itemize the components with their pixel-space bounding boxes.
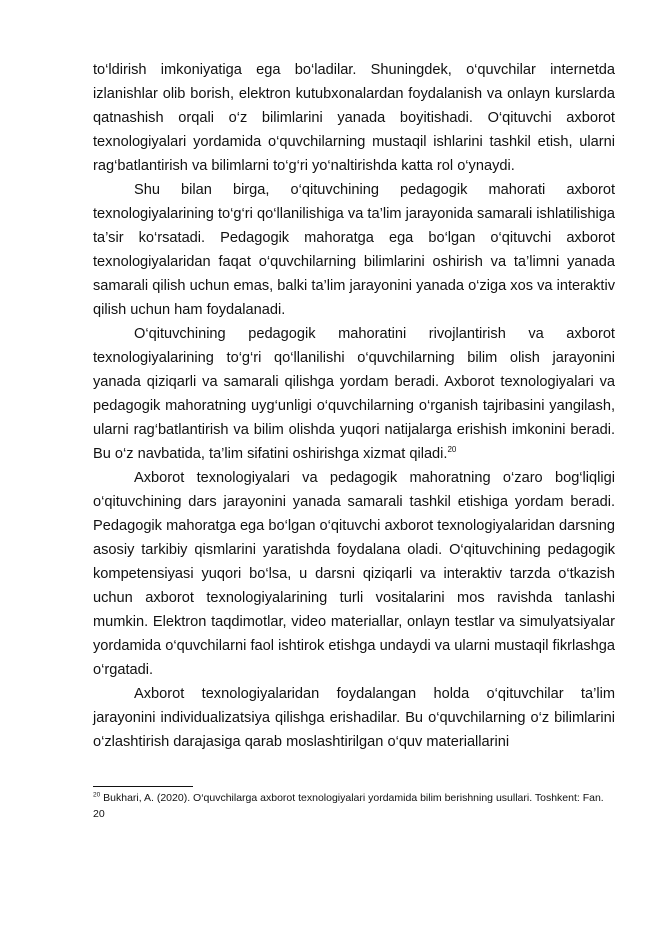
paragraph-3 — [93, 322, 615, 466]
paragraph-3-text: O‘qituvchining pedagogik mahoratini rivojlantirish va axborot texnologiyalarining to‘g‘ri qo‘llanilishi o‘quvchilarning bilim olish jarayonini yanada qiziqarli va samarali qilishga yordam beradi. Axborot texnologiyalari va pedagogik mahoratning uyg‘unligi o‘quvchilarning o‘rganish tajribasini yangilash, ularni rag‘batlantirish va bilim olishda yuqori natijalarga erishish imkonini beradi. Bu o‘z navbatida, ta’lim sifatini oshirishga xizmat qiladi. — [93, 326, 615, 462]
footnote-text: Bukhari, A. (2020). O‘quvchilarga axborot texnologiyalari yordamida bilim berishning usullari. Toshkent: Fan. 20 — [93, 792, 604, 820]
paragraph-1: to‘ldirish imkoniyatiga ega bo‘ladilar. Shuningdek, o‘quvchilar internetda izlanishlar olib borish, elektron kutubxonalardan foydalanish va onlayn kurslarda qatnashish orqali o‘z bilimlarini yanada boyitishadi. O‘qituvchi axborot texnologiyalari yordamida o‘quvchilarning mustaqil ishlarini tashkil etish, ularni rag‘batlantirish va bilimlarni to‘g‘ri yo‘naltirishda katta rol o‘ynaydi. — [93, 62, 615, 174]
paragraph-4: Axborot texnologiyalari va pedagogik mahoratning o‘zaro bog‘liqligi o‘qituvchining dars jarayonini yanada samarali tashkil etishiga yordam beradi. Pedagogik mahoratga ega bo‘lgan o‘qituvchi axborot texnologiyalaridan darsning asosiy tarkibiy qismlarini yaratishda foydalana oladi. O‘qituvchining pedagogik kompetensiyasi yuqori bo‘lsa, u darsni qiziqarli va interaktiv tarzda o‘tkazish uchun axborot texnologiyalarining turli vositalarini mos ravishda tanlashi mumkin. Elektron taqdimotlar, video materiallar, onlayn testlar va simulyatsiyalar yordamida o‘quvchilarni faol ishtirok etishga undaydi va ularni mustaqil fikrlashga o‘rgatadi. — [93, 470, 615, 678]
footnote — [93, 790, 613, 822]
paragraph-5: Axborot texnologiyalaridan foydalangan holda o‘qituvchilar ta’lim jarayonini individualizatsiya qilishga erishadilar. Bu o‘quvchilarning o‘z bilimlarini o‘zlashtirish darajasiga qarab moslashtirilgan o‘quv materiallarini — [93, 686, 615, 750]
body-text — [93, 58, 615, 754]
footnote-marker: 20 — [93, 791, 101, 799]
footnote-reference[interactable]: 20 — [447, 445, 457, 455]
paragraph-2: Shu bilan birga, o‘qituvchining pedagogik mahorati axborot texnologiyalarining to‘g‘ri qo‘llanilishiga va ta’lim jarayonida samarali ishlatilishiga ta’sir ko‘rsatadi. Pedagogik mahoratga ega bo‘lgan o‘qituvchi axborot texnologiyalaridan faqat o‘quvchilarning bilimlarini oshirish va ta’limni yanada samarali qilish uchun emas, balki ta’lim jarayonini yanada o‘ziga xos va interaktiv qilish uchun ham foydalanadi. — [93, 182, 615, 318]
footnote-separator — [93, 786, 193, 787]
